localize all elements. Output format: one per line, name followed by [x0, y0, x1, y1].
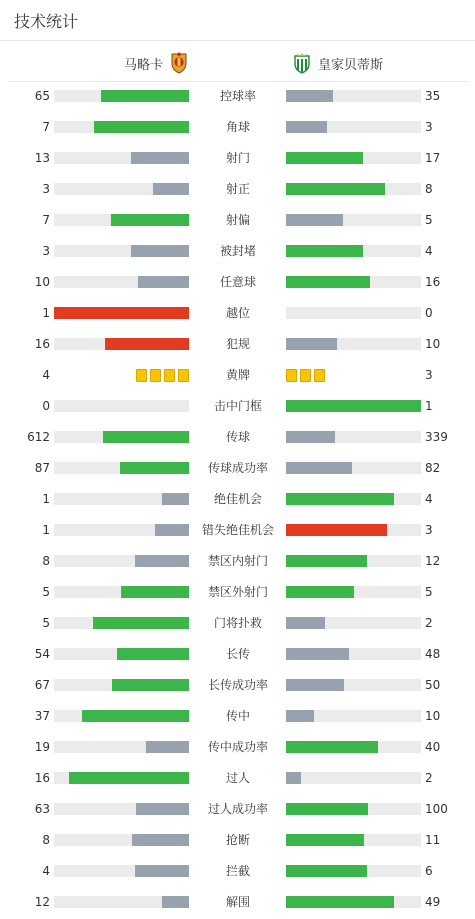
away-bar-track [286, 400, 421, 412]
away-value: 50 [425, 678, 441, 692]
away-bar-track [286, 865, 421, 877]
away-bar [286, 214, 343, 226]
away-bar-track [286, 803, 421, 815]
home-value: 0 [42, 399, 50, 413]
yellow-card-icon [314, 369, 325, 382]
stat-label: 长传 [225, 647, 250, 661]
stat-row [0, 644, 475, 664]
stat-row [0, 830, 475, 850]
home-bar-track [54, 214, 189, 226]
stat-row [0, 148, 475, 168]
home-value: 1 [42, 523, 50, 537]
home-bar [120, 462, 189, 474]
home-bar [93, 617, 189, 629]
home-bar-track [54, 896, 189, 908]
away-team[interactable] [292, 46, 383, 80]
home-bar [69, 772, 189, 784]
stat-label: 传球 [225, 430, 250, 444]
away-value: 16 [425, 275, 441, 289]
stat-label: 射门 [225, 151, 250, 165]
away-bar-track [286, 121, 421, 133]
home-bar-track [54, 679, 189, 691]
away-bar [286, 617, 325, 629]
away-bar [286, 276, 370, 288]
away-value: 4 [425, 492, 433, 506]
home-value: 87 [34, 461, 50, 475]
stat-label: 控球率 [219, 89, 256, 103]
yellow-card-icon [300, 369, 311, 382]
away-value: 11 [425, 833, 441, 847]
home-value: 7 [42, 213, 50, 227]
stat-row [0, 427, 475, 447]
stat-label: 门将扑救 [213, 616, 262, 630]
away-value: 5 [425, 213, 433, 227]
away-bar-track [286, 307, 421, 319]
stat-label: 角球 [225, 120, 250, 134]
away-bar [286, 431, 335, 443]
home-bar-track [54, 90, 189, 102]
away-bar [286, 741, 378, 753]
home-bar-track [54, 462, 189, 474]
home-bar [162, 493, 189, 505]
home-value: 37 [34, 709, 50, 723]
stat-row [0, 210, 475, 230]
away-bar [286, 586, 354, 598]
stat-row [0, 117, 475, 137]
away-bar-track [286, 586, 421, 598]
home-bar [121, 586, 189, 598]
away-value: 100 [425, 802, 448, 816]
stat-row [0, 241, 475, 261]
team-header [8, 46, 467, 80]
stat-row [0, 768, 475, 788]
away-bar-track [286, 772, 421, 784]
yellow-card-icon [178, 369, 189, 382]
away-bar-track [286, 679, 421, 691]
stat-row [0, 861, 475, 881]
stat-label: 任意球 [219, 275, 256, 289]
home-value: 4 [42, 368, 50, 382]
stat-row [0, 706, 475, 726]
away-bar [286, 865, 367, 877]
home-value: 54 [34, 647, 50, 661]
away-bar-track [286, 245, 421, 257]
away-yellow-cards [286, 365, 325, 385]
title-divider [0, 40, 475, 41]
away-bar [286, 462, 352, 474]
away-value: 0 [425, 306, 433, 320]
home-bar [138, 276, 189, 288]
stat-row [0, 272, 475, 292]
home-team-name: 马略卡 [124, 57, 164, 73]
home-bar-track [54, 834, 189, 846]
home-bar [103, 431, 189, 443]
stat-label: 传中成功率 [207, 740, 268, 754]
away-value: 82 [425, 461, 441, 475]
away-bar [286, 90, 333, 102]
home-bar-track [54, 276, 189, 288]
stat-row [0, 489, 475, 509]
home-bar [131, 152, 189, 164]
stat-label: 过人 [225, 771, 250, 785]
yellow-card-icon [286, 369, 297, 382]
away-bar-track [286, 741, 421, 753]
away-bar [286, 834, 364, 846]
home-bar [94, 121, 189, 133]
home-bar-track [54, 338, 189, 350]
away-value: 1 [425, 399, 433, 413]
away-bar-track [286, 276, 421, 288]
away-value: 17 [425, 151, 441, 165]
away-bar [286, 555, 367, 567]
away-bar [286, 772, 301, 784]
away-value: 3 [425, 120, 433, 134]
stat-label: 解围 [225, 895, 250, 909]
away-value: 49 [425, 895, 441, 909]
stat-label: 射正 [225, 182, 250, 196]
away-value: 5 [425, 585, 433, 599]
away-bar [286, 803, 368, 815]
away-bar-track [286, 183, 421, 195]
stat-label: 传中 [225, 709, 250, 723]
home-bar-track [54, 245, 189, 257]
away-bar [286, 245, 363, 257]
home-bar-track [54, 617, 189, 629]
home-value: 12 [34, 895, 50, 909]
home-bar [136, 803, 189, 815]
away-value: 6 [425, 864, 433, 878]
stat-label: 被封堵 [219, 244, 256, 258]
home-bar-track [54, 307, 189, 319]
stat-row [0, 675, 475, 695]
away-team-name: 皇家贝蒂斯 [318, 57, 384, 73]
home-value: 4 [42, 864, 50, 878]
home-bar-track [54, 183, 189, 195]
page-title: 技术统计 [14, 12, 79, 31]
away-bar-track [286, 834, 421, 846]
home-value: 3 [42, 244, 50, 258]
away-bar [286, 338, 337, 350]
home-bar [82, 710, 189, 722]
stat-label: 传球成功率 [207, 461, 268, 475]
away-bar [286, 183, 385, 195]
away-value: 48 [425, 647, 441, 661]
home-value: 19 [34, 740, 50, 754]
home-team[interactable] [124, 46, 189, 80]
away-bar-track [286, 214, 421, 226]
away-value: 4 [425, 244, 433, 258]
home-bar [135, 865, 189, 877]
home-value: 13 [34, 151, 50, 165]
home-value: 3 [42, 182, 50, 196]
stat-row [0, 520, 475, 540]
stat-row [0, 334, 475, 354]
stat-row [0, 396, 475, 416]
home-value: 8 [42, 833, 50, 847]
stat-row [0, 303, 475, 323]
away-value: 3 [425, 523, 433, 537]
away-bar-track [286, 90, 421, 102]
home-value: 8 [42, 554, 50, 568]
away-value: 2 [425, 771, 433, 785]
home-value: 612 [27, 430, 50, 444]
home-bar-track [54, 152, 189, 164]
home-value: 16 [34, 337, 50, 351]
home-value: 1 [42, 306, 50, 320]
away-bar [286, 152, 363, 164]
stat-label: 禁区外射门 [207, 585, 268, 599]
away-bar-track [286, 152, 421, 164]
stat-row [0, 458, 475, 478]
away-bar-track [286, 617, 421, 629]
home-value: 10 [34, 275, 50, 289]
home-value: 16 [34, 771, 50, 785]
home-bar-track [54, 493, 189, 505]
stat-label: 禁区内射门 [207, 554, 268, 568]
away-bar-track [286, 462, 421, 474]
away-value: 339 [425, 430, 448, 444]
home-bar [146, 741, 189, 753]
away-bar [286, 524, 387, 536]
home-value: 1 [42, 492, 50, 506]
home-bar-track [54, 524, 189, 536]
away-bar-track [286, 648, 421, 660]
stat-label: 过人成功率 [207, 802, 268, 816]
yellow-card-icon [164, 369, 175, 382]
home-bar-track [54, 865, 189, 877]
home-value: 63 [34, 802, 50, 816]
yellow-card-icon [150, 369, 161, 382]
away-bar [286, 400, 421, 412]
home-bar [135, 555, 189, 567]
away-bar [286, 121, 327, 133]
home-bar [117, 648, 189, 660]
home-bar-track [54, 431, 189, 443]
home-bar [131, 245, 189, 257]
away-value: 40 [425, 740, 441, 754]
away-bar [286, 648, 349, 660]
away-value: 35 [425, 89, 441, 103]
home-bar-track [54, 803, 189, 815]
away-bar-track [286, 431, 421, 443]
stat-row [0, 737, 475, 757]
stat-label: 越位 [225, 306, 250, 320]
stat-row [0, 613, 475, 633]
home-value: 5 [42, 616, 50, 630]
stat-row [0, 86, 475, 106]
away-bar-track [286, 710, 421, 722]
away-value: 2 [425, 616, 433, 630]
away-bar [286, 710, 314, 722]
away-bar-track [286, 896, 421, 908]
away-bar-track [286, 524, 421, 536]
home-bar [54, 307, 189, 319]
betis-crest-icon [292, 52, 312, 74]
away-value: 10 [425, 709, 441, 723]
stat-label: 拦截 [225, 864, 250, 878]
away-value: 12 [425, 554, 441, 568]
stat-row [0, 551, 475, 571]
stat-label: 黄牌 [225, 368, 250, 382]
home-bar-track [54, 400, 189, 412]
home-value: 65 [34, 89, 50, 103]
home-bar-track [54, 741, 189, 753]
stat-label: 错失绝佳机会 [201, 523, 274, 537]
home-bar-track [54, 555, 189, 567]
yellow-card-icon [136, 369, 147, 382]
stat-label: 击中门框 [213, 399, 262, 413]
stat-row [0, 365, 475, 385]
away-bar [286, 896, 394, 908]
stat-row [0, 892, 475, 912]
mallorca-crest-icon [169, 52, 189, 74]
home-yellow-cards [136, 365, 189, 385]
away-bar-track [286, 338, 421, 350]
home-bar-track [54, 772, 189, 784]
home-bar [155, 524, 189, 536]
home-bar [162, 896, 189, 908]
away-bar [286, 493, 394, 505]
home-bar-track [54, 710, 189, 722]
home-bar-track [54, 586, 189, 598]
home-value: 7 [42, 120, 50, 134]
home-bar-track [54, 648, 189, 660]
home-bar [153, 183, 189, 195]
home-bar [101, 90, 189, 102]
stat-row [0, 179, 475, 199]
stat-label: 绝佳机会 [213, 492, 262, 506]
home-value: 67 [34, 678, 50, 692]
away-bar-track [286, 493, 421, 505]
stat-label: 长传成功率 [207, 678, 268, 692]
home-value: 5 [42, 585, 50, 599]
stat-label: 犯规 [225, 337, 250, 351]
away-value: 3 [425, 368, 433, 382]
stat-label: 抢断 [225, 833, 250, 847]
home-bar-track [54, 121, 189, 133]
stat-label: 射偏 [225, 213, 250, 227]
away-value: 10 [425, 337, 441, 351]
home-bar [105, 338, 189, 350]
stat-row [0, 799, 475, 819]
home-bar [111, 214, 189, 226]
away-bar-track [286, 555, 421, 567]
team-divider [8, 81, 467, 82]
away-bar [286, 679, 344, 691]
home-bar [112, 679, 189, 691]
home-bar [132, 834, 189, 846]
stat-row [0, 582, 475, 602]
away-value: 8 [425, 182, 433, 196]
